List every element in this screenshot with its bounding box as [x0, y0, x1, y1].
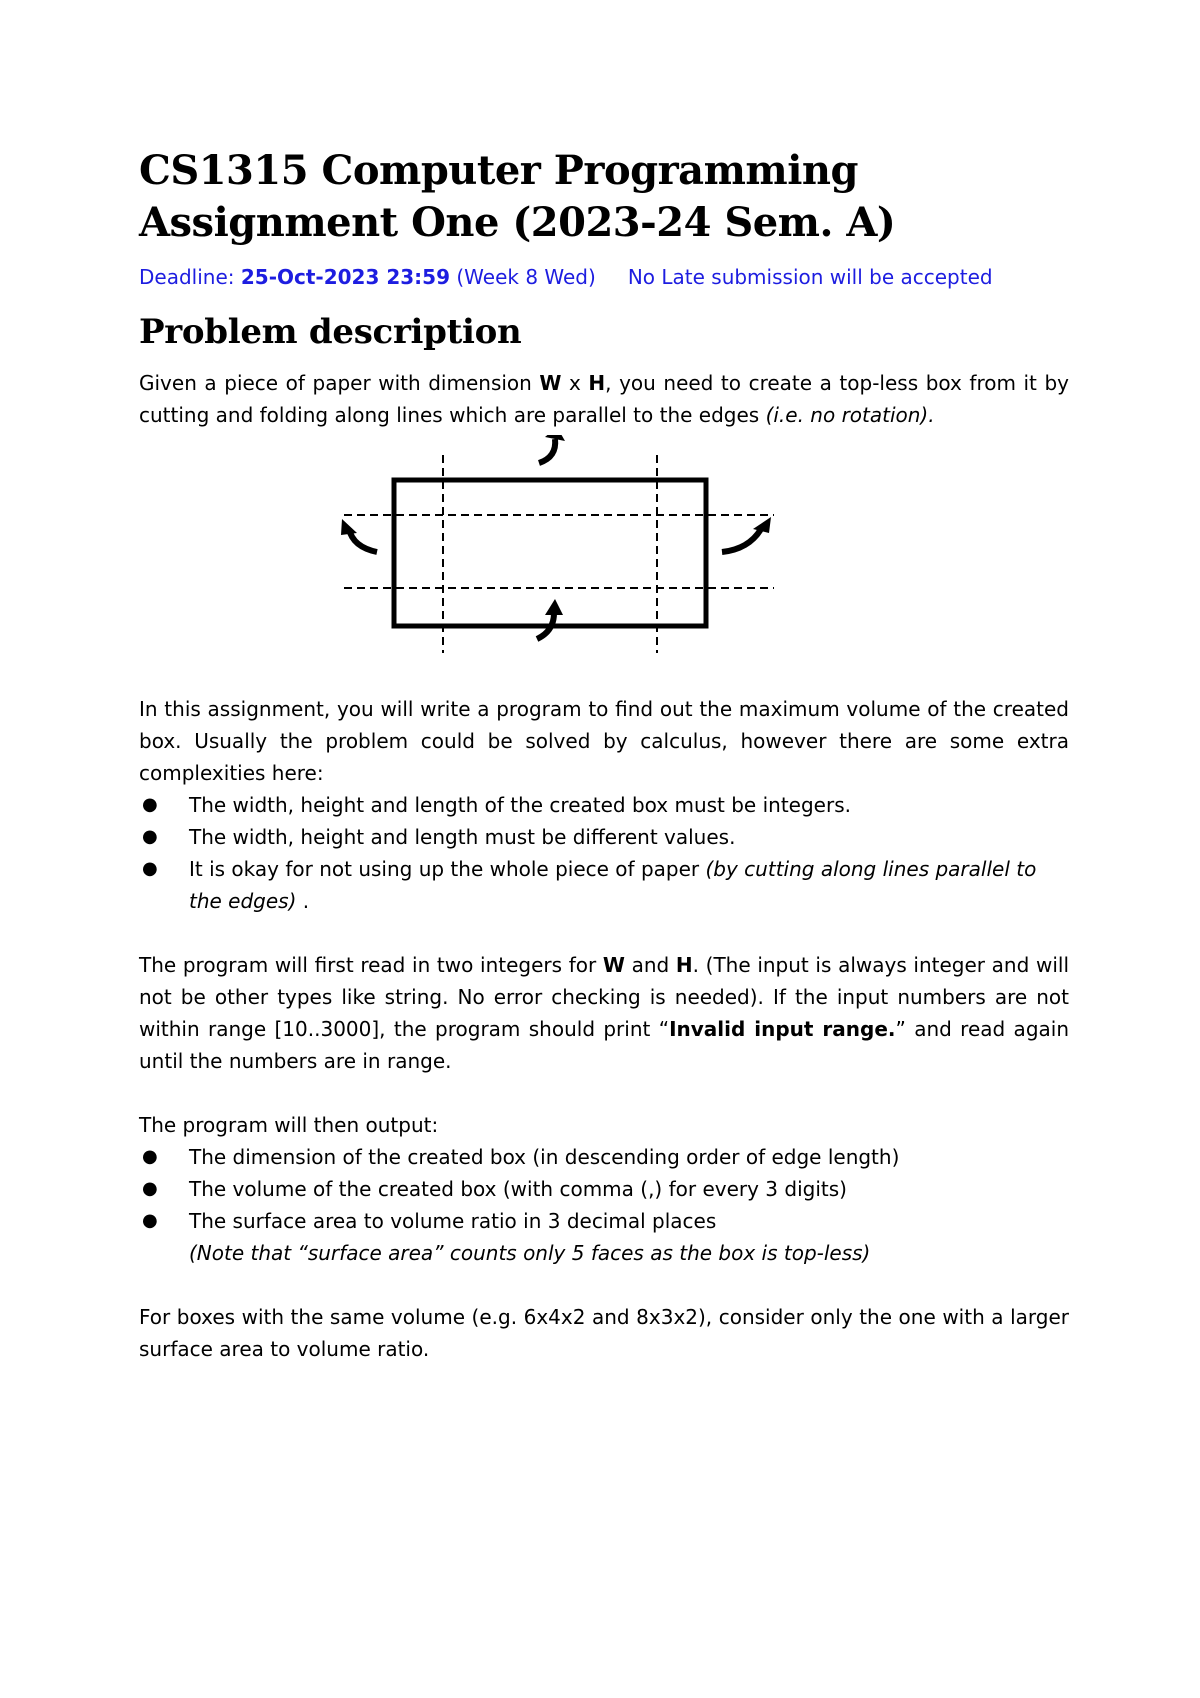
intro-italic-note: (i.e. no rotation). — [765, 403, 935, 427]
constraint-3-italic: (by cutting along lines parallel to the edges) — [189, 857, 1037, 913]
input-suffix: ” and read again until the numbers are in range. — [139, 1017, 1070, 1073]
deadline-row — [139, 263, 1069, 291]
input-paragraph — [139, 949, 1069, 1077]
constraints-list — [139, 789, 1069, 917]
late-submission-note: No Late submission will be accepted — [627, 265, 993, 289]
input-w: W — [602, 953, 625, 977]
output-note: (Note that “surface area” counts only 5 faces as the box is top-less) — [189, 1241, 871, 1265]
output-text: The surface area to volume ratio in 3 decimal places — [189, 1209, 717, 1233]
deadline-week: (Week 8 Wed) — [450, 265, 596, 289]
assignment-paragraph: In this assignment, you will write a program to find out the maximum volume of the created box. Usually the problem could be solved by calculus, however there are some extra complexities here: — [139, 697, 1069, 785]
list-item: ● The volume of the created box (with comma (,) for every 3 digits) — [142, 1177, 847, 1201]
title-line-2: Assignment One (2023-24 Sem. A) — [139, 199, 896, 246]
outputs-list — [139, 1141, 1069, 1269]
box-folding-diagram — [139, 435, 1069, 693]
intro-x: x — [561, 371, 589, 395]
problem-heading: Problem description — [139, 312, 522, 352]
list-item: ● The dimension of the created box (in descending order of edge length) — [142, 1145, 900, 1169]
intro-suffix: , you need to create a top-less box from it by cutting and folding along lines which are parallel to the edges — [139, 371, 1069, 427]
paper-outline — [394, 480, 706, 626]
fold-arrow-top-icon — [539, 435, 565, 463]
document-content — [139, 145, 1069, 1365]
intro-prefix: Given a piece of paper with dimension — [139, 371, 540, 395]
input-h: H — [675, 953, 693, 977]
invalid-input-message: Invalid input range. — [669, 1017, 896, 1041]
deadline-datetime: 25-Oct-2023 23:59 — [240, 265, 450, 289]
fold-arrow-bottom-icon — [537, 599, 563, 639]
list-item: ● It is okay for not using up the whole piece of paper (by cutting along lines parallel to the edges) . — [142, 857, 1037, 913]
fold-arrow-left-icon — [341, 519, 377, 552]
fold-arrow-right-icon — [722, 517, 771, 552]
document-title — [139, 145, 1069, 249]
title-line-1: CS1315 Computer Programming — [139, 147, 858, 194]
constraint-3-suffix: . — [296, 889, 310, 913]
intro-paragraph — [139, 367, 1069, 431]
box-folding-svg — [139, 435, 1069, 693]
input-and: and — [624, 953, 676, 977]
same-volume-paragraph: For boxes with the same volume (e.g. 6x4x2 and 8x3x2), consider only the one with a larger surface area to volume ratio. — [139, 1305, 1069, 1361]
constraint-3-prefix: It is okay for not using up the whole piece of paper — [189, 857, 706, 881]
list-item: ● The width, height and length of the created box must be integers. — [142, 793, 851, 817]
output-intro: The program will then output: — [139, 1113, 439, 1137]
output-text: The volume of the created box (with comma (,) for every 3 digits) — [189, 1177, 847, 1201]
input-prefix: The program will first read in two integers for — [139, 953, 603, 977]
constraint-text: The width, height and length must be different values. — [189, 825, 736, 849]
list-item: ● The surface area to volume ratio in 3 decimal places (Note that “surface area” counts only 5 faces as the box is top-less) — [142, 1209, 871, 1265]
deadline-label: Deadline: — [139, 265, 241, 289]
list-item: ● The width, height and length must be different values. — [142, 825, 736, 849]
input-middle: . (The input is always integer and will not be other types like string. No error checking is needed). If the input numbers are not within range [10..3000], the program should print “ — [139, 953, 1069, 1041]
constraint-text: The width, height and length of the created box must be integers. — [189, 793, 851, 817]
output-text: The dimension of the created box (in descending order of edge length) — [189, 1145, 900, 1169]
intro-dimension-w: W — [539, 371, 562, 395]
intro-dimension-h: H — [588, 371, 606, 395]
